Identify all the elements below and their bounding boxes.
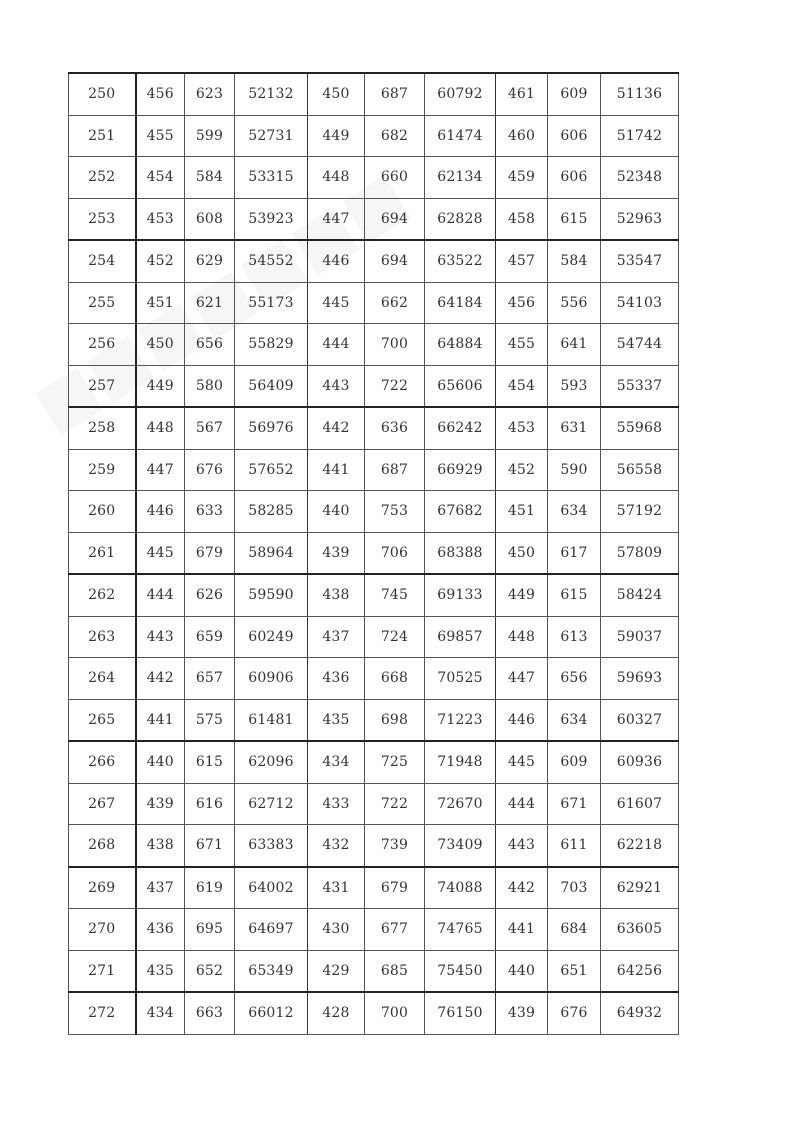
- table-cell: 56976: [235, 407, 308, 449]
- table-cell: 437: [308, 616, 365, 658]
- table-cell: 63522: [425, 240, 496, 282]
- table-cell: 739: [365, 825, 425, 867]
- table-cell: 435: [308, 699, 365, 741]
- table-cell: 453: [136, 198, 185, 240]
- rank-cell: 260: [69, 491, 136, 533]
- table-cell: 51136: [601, 73, 679, 115]
- table-cell: 66242: [425, 407, 496, 449]
- table-cell: 679: [185, 532, 235, 574]
- table-cell: 67682: [425, 491, 496, 533]
- table-cell: 615: [185, 741, 235, 783]
- rank-cell: 268: [69, 825, 136, 867]
- table-cell: 71948: [425, 741, 496, 783]
- rank-cell: 272: [69, 992, 136, 1034]
- table-cell: 55968: [601, 407, 679, 449]
- table-cell: 51742: [601, 115, 679, 157]
- table-cell: 445: [136, 532, 185, 574]
- table-cell: 695: [185, 909, 235, 951]
- rank-cell: 250: [69, 73, 136, 115]
- table-row: [69, 491, 679, 533]
- table-cell: 706: [365, 532, 425, 574]
- table-cell: 631: [548, 407, 601, 449]
- table-cell: 450: [308, 73, 365, 115]
- table-row: [69, 365, 679, 407]
- table-cell: 567: [185, 407, 235, 449]
- rank-cell: 271: [69, 950, 136, 992]
- table-cell: 436: [308, 658, 365, 700]
- table-cell: 611: [548, 825, 601, 867]
- table-cell: 724: [365, 616, 425, 658]
- table-cell: 584: [185, 157, 235, 199]
- table-cell: 651: [548, 950, 601, 992]
- table-cell: 694: [365, 240, 425, 282]
- table-cell: 65606: [425, 365, 496, 407]
- table-cell: 58285: [235, 491, 308, 533]
- table-cell: 55337: [601, 365, 679, 407]
- table-cell: 431: [308, 867, 365, 909]
- table-cell: 626: [185, 574, 235, 616]
- table-row: [69, 157, 679, 199]
- table-cell: 58424: [601, 574, 679, 616]
- table-cell: 671: [548, 783, 601, 825]
- table-cell: 59037: [601, 616, 679, 658]
- table-cell: 457: [496, 240, 548, 282]
- table-cell: 62134: [425, 157, 496, 199]
- table-cell: 432: [308, 825, 365, 867]
- table-cell: 446: [308, 240, 365, 282]
- table-cell: 684: [548, 909, 601, 951]
- table-cell: 64256: [601, 950, 679, 992]
- table-cell: 443: [308, 365, 365, 407]
- table-row: [69, 115, 679, 157]
- rank-cell: 251: [69, 115, 136, 157]
- table-cell: 68388: [425, 532, 496, 574]
- rank-cell: 266: [69, 741, 136, 783]
- table-cell: 54103: [601, 282, 679, 324]
- table-cell: 61607: [601, 783, 679, 825]
- table-cell: 593: [548, 365, 601, 407]
- table-row: [69, 407, 679, 449]
- table-cell: 447: [496, 658, 548, 700]
- table-cell: 62712: [235, 783, 308, 825]
- table-cell: 65349: [235, 950, 308, 992]
- table-cell: 57192: [601, 491, 679, 533]
- table-cell: 57809: [601, 532, 679, 574]
- table-cell: 438: [308, 574, 365, 616]
- table-cell: 575: [185, 699, 235, 741]
- table-cell: 448: [496, 616, 548, 658]
- table-cell: 63383: [235, 825, 308, 867]
- table-cell: 61481: [235, 699, 308, 741]
- table-cell: 636: [365, 407, 425, 449]
- table-row: [69, 240, 679, 282]
- table-cell: 556: [548, 282, 601, 324]
- table-cell: 656: [185, 324, 235, 366]
- table-cell: 439: [136, 783, 185, 825]
- table-cell: 634: [548, 491, 601, 533]
- table-row: [69, 324, 679, 366]
- table-cell: 442: [496, 867, 548, 909]
- table-cell: 617: [548, 532, 601, 574]
- table-cell: 430: [308, 909, 365, 951]
- table-cell: 451: [496, 491, 548, 533]
- rank-cell: 262: [69, 574, 136, 616]
- table-cell: 444: [308, 324, 365, 366]
- table-cell: 434: [308, 741, 365, 783]
- rank-cell: 265: [69, 699, 136, 741]
- table-cell: 623: [185, 73, 235, 115]
- table-cell: 700: [365, 324, 425, 366]
- table-cell: 449: [136, 365, 185, 407]
- table-cell: 454: [496, 365, 548, 407]
- table-cell: 74765: [425, 909, 496, 951]
- table-cell: 54552: [235, 240, 308, 282]
- table-cell: 75450: [425, 950, 496, 992]
- rank-cell: 270: [69, 909, 136, 951]
- table-cell: 613: [548, 616, 601, 658]
- table-cell: 453: [496, 407, 548, 449]
- table-cell: 76150: [425, 992, 496, 1034]
- table-cell: 64002: [235, 867, 308, 909]
- table-cell: 69133: [425, 574, 496, 616]
- rank-cell: 255: [69, 282, 136, 324]
- table-row: [69, 741, 679, 783]
- score-distribution-table: [68, 72, 679, 1035]
- table-cell: 722: [365, 365, 425, 407]
- table-cell: 455: [496, 324, 548, 366]
- table-cell: 608: [185, 198, 235, 240]
- table-cell: 450: [496, 532, 548, 574]
- table-row: [69, 616, 679, 658]
- table-row: [69, 658, 679, 700]
- table-cell: 444: [136, 574, 185, 616]
- table-row: [69, 825, 679, 867]
- table-cell: 70525: [425, 658, 496, 700]
- table-cell: 54744: [601, 324, 679, 366]
- table-row: [69, 198, 679, 240]
- table-cell: 52963: [601, 198, 679, 240]
- table-cell: 629: [185, 240, 235, 282]
- table-cell: 59590: [235, 574, 308, 616]
- table-cell: 698: [365, 699, 425, 741]
- table-cell: 455: [136, 115, 185, 157]
- table-cell: 55829: [235, 324, 308, 366]
- table-cell: 60327: [601, 699, 679, 741]
- table-cell: 606: [548, 157, 601, 199]
- table-cell: 663: [185, 992, 235, 1034]
- table-cell: 443: [136, 616, 185, 658]
- table-cell: 447: [308, 198, 365, 240]
- table-cell: 616: [185, 783, 235, 825]
- table-cell: 53547: [601, 240, 679, 282]
- table-cell: 725: [365, 741, 425, 783]
- table-cell: 62828: [425, 198, 496, 240]
- table-cell: 456: [136, 73, 185, 115]
- table-cell: 660: [365, 157, 425, 199]
- table-cell: 66012: [235, 992, 308, 1034]
- rank-cell: 259: [69, 449, 136, 491]
- table-cell: 446: [496, 699, 548, 741]
- table-cell: 619: [185, 867, 235, 909]
- rank-cell: 257: [69, 365, 136, 407]
- table-cell: 671: [185, 825, 235, 867]
- table-cell: 657: [185, 658, 235, 700]
- table-cell: 439: [496, 992, 548, 1034]
- table-cell: 64932: [601, 992, 679, 1034]
- table-cell: 53923: [235, 198, 308, 240]
- table-cell: 634: [548, 699, 601, 741]
- table-cell: 440: [308, 491, 365, 533]
- table-cell: 58964: [235, 532, 308, 574]
- table-row: [69, 574, 679, 616]
- table-cell: 580: [185, 365, 235, 407]
- table-cell: 442: [136, 658, 185, 700]
- table-cell: 59693: [601, 658, 679, 700]
- table-cell: 451: [136, 282, 185, 324]
- table-row: [69, 909, 679, 951]
- table-row: [69, 867, 679, 909]
- table-cell: 57652: [235, 449, 308, 491]
- table-cell: 446: [136, 491, 185, 533]
- rank-cell: 269: [69, 867, 136, 909]
- table-row: [69, 532, 679, 574]
- table-cell: 64884: [425, 324, 496, 366]
- table-cell: 609: [548, 73, 601, 115]
- table-cell: 641: [548, 324, 601, 366]
- table-cell: 69857: [425, 616, 496, 658]
- table-cell: 676: [548, 992, 601, 1034]
- table-cell: 447: [136, 449, 185, 491]
- table-cell: 60936: [601, 741, 679, 783]
- table-cell: 429: [308, 950, 365, 992]
- table-cell: 62921: [601, 867, 679, 909]
- table-cell: 62218: [601, 825, 679, 867]
- table-cell: 440: [496, 950, 548, 992]
- table-cell: 599: [185, 115, 235, 157]
- table-cell: 443: [496, 825, 548, 867]
- table-cell: 433: [308, 783, 365, 825]
- table-cell: 456: [496, 282, 548, 324]
- table-cell: 633: [185, 491, 235, 533]
- rank-cell: 254: [69, 240, 136, 282]
- rank-cell: 263: [69, 616, 136, 658]
- table-cell: 55173: [235, 282, 308, 324]
- table-cell: 687: [365, 73, 425, 115]
- table-cell: 448: [136, 407, 185, 449]
- table-cell: 454: [136, 157, 185, 199]
- table-cell: 74088: [425, 867, 496, 909]
- table-cell: 72670: [425, 783, 496, 825]
- table-cell: 448: [308, 157, 365, 199]
- table-cell: 753: [365, 491, 425, 533]
- table-cell: 615: [548, 198, 601, 240]
- table-row: [69, 699, 679, 741]
- table-cell: 435: [136, 950, 185, 992]
- table-cell: 438: [136, 825, 185, 867]
- table-cell: 444: [496, 783, 548, 825]
- table-cell: 441: [496, 909, 548, 951]
- table-cell: 621: [185, 282, 235, 324]
- table-cell: 452: [496, 449, 548, 491]
- table-cell: 441: [308, 449, 365, 491]
- table-cell: 61474: [425, 115, 496, 157]
- table-cell: 700: [365, 992, 425, 1034]
- rank-cell: 261: [69, 532, 136, 574]
- rank-cell: 253: [69, 198, 136, 240]
- table-cell: 449: [496, 574, 548, 616]
- table-cell: 60249: [235, 616, 308, 658]
- table-cell: 440: [136, 741, 185, 783]
- table-cell: 656: [548, 658, 601, 700]
- table-cell: 668: [365, 658, 425, 700]
- table-cell: 62096: [235, 741, 308, 783]
- table-cell: 459: [496, 157, 548, 199]
- table-cell: 460: [496, 115, 548, 157]
- table-cell: 659: [185, 616, 235, 658]
- table-cell: 52348: [601, 157, 679, 199]
- table-cell: 439: [308, 532, 365, 574]
- table-cell: 63605: [601, 909, 679, 951]
- table-cell: 64697: [235, 909, 308, 951]
- table-cell: 679: [365, 867, 425, 909]
- table-cell: 450: [136, 324, 185, 366]
- rank-cell: 264: [69, 658, 136, 700]
- table-cell: 442: [308, 407, 365, 449]
- table-cell: 445: [496, 741, 548, 783]
- table-cell: 437: [136, 867, 185, 909]
- table-row: [69, 950, 679, 992]
- table-cell: 434: [136, 992, 185, 1034]
- table-cell: 445: [308, 282, 365, 324]
- table-cell: 609: [548, 741, 601, 783]
- table-cell: 615: [548, 574, 601, 616]
- rank-cell: 267: [69, 783, 136, 825]
- table-cell: 449: [308, 115, 365, 157]
- table-cell: 703: [548, 867, 601, 909]
- table-cell: 694: [365, 198, 425, 240]
- table-cell: 458: [496, 198, 548, 240]
- table-cell: 73409: [425, 825, 496, 867]
- table-row: [69, 73, 679, 115]
- table-cell: 461: [496, 73, 548, 115]
- table-cell: 687: [365, 449, 425, 491]
- table-cell: 652: [185, 950, 235, 992]
- table-cell: 662: [365, 282, 425, 324]
- table-cell: 722: [365, 783, 425, 825]
- table-cell: 60906: [235, 658, 308, 700]
- table-cell: 441: [136, 699, 185, 741]
- rank-cell: 252: [69, 157, 136, 199]
- table-row: [69, 282, 679, 324]
- table-row: [69, 449, 679, 491]
- rank-cell: 258: [69, 407, 136, 449]
- table-cell: 682: [365, 115, 425, 157]
- table-cell: 436: [136, 909, 185, 951]
- table-cell: 584: [548, 240, 601, 282]
- table-cell: 53315: [235, 157, 308, 199]
- table-cell: 52132: [235, 73, 308, 115]
- table-cell: 606: [548, 115, 601, 157]
- table-cell: 452: [136, 240, 185, 282]
- table-cell: 685: [365, 950, 425, 992]
- table-row: [69, 992, 679, 1034]
- rank-cell: 256: [69, 324, 136, 366]
- table-row: [69, 783, 679, 825]
- table-cell: 71223: [425, 699, 496, 741]
- table-cell: 590: [548, 449, 601, 491]
- table-cell: 677: [365, 909, 425, 951]
- table-body: [69, 73, 679, 1034]
- table-cell: 56409: [235, 365, 308, 407]
- table-cell: 56558: [601, 449, 679, 491]
- table-cell: 676: [185, 449, 235, 491]
- table-cell: 428: [308, 992, 365, 1034]
- table-cell: 60792: [425, 73, 496, 115]
- table-cell: 745: [365, 574, 425, 616]
- table-cell: 52731: [235, 115, 308, 157]
- table-cell: 66929: [425, 449, 496, 491]
- table-cell: 64184: [425, 282, 496, 324]
